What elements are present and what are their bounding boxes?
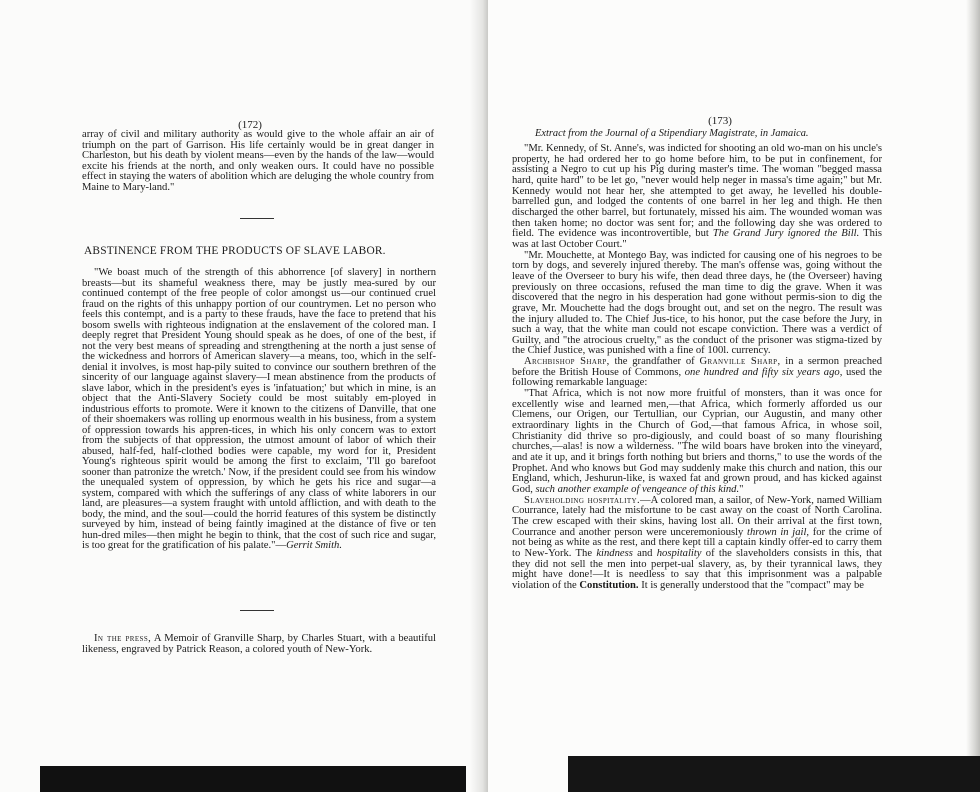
sharp-italic: one hundred and fifty six years ago, bbox=[684, 366, 843, 378]
kennedy-text-b: This was at last October Court." bbox=[512, 228, 882, 250]
africa-quote-text: "That Africa, which is not now more fruitful of monsters, than it was once for excellently wise and learned men,—that Africa, which formerly afforded us our Clemens, our Origen, our Tertullian, our Cyprian, our Augustin, and many other extraordinary lights in the Church of God,—that famous Africa, in whose soil, Christianity did thrive so pro-digiously, and could boast of so many flourishing churches,—alas! is now a wilderness. "The wild boars have broken into the vineyard, and ate it up, and it brings forth nothing but briers and thorns," to use the words of the Prophet. And who knows but God may suddenly make this church and nation, this our England, which, Jeshurun-like, is waxed fat and grown proud, and has kicked against God, bbox=[512, 388, 882, 495]
signature: Gerrit Smith. bbox=[286, 540, 342, 551]
page-number-left: (172) bbox=[238, 119, 262, 131]
sharp-text-a: the grandfather of bbox=[609, 356, 700, 368]
africa-quote bbox=[512, 389, 882, 496]
kennedy-text-a: "Mr. Kennedy, of St. Anne's, was indicted for shooting an old wo-man on his uncle's property, he had ordered her to go home before him, to be put in confinement, for assisting a Negro to cut up his Pig during master's time. The woman "begged massa hard, quite hard" to be let go, "never would help neger in massa's time again;" but Mr. Kennedy would not hear her, she attempted to get away, he levelled his double-barrelled gun, and lodged the contents of one barrel in her leg and thigh. He then discharged the other barrel, but fortunately, missed his aim. The wounded woman was then taken home; no doctor was sent for; and the following day she was ordered to field. The evidence was incontrovertible, but bbox=[512, 143, 882, 240]
press-label: In the press, bbox=[94, 633, 152, 644]
section-divider-2 bbox=[240, 610, 274, 611]
hospitality-text-a: —A colored man, a sailor, of New-York, named William Courrance, lately had the misfortune to be cast away on the coast of North Carolina. The crew escaped with their skins, having lost all. On their arrival at the first town, Courrance and another person were unceremoniously bbox=[512, 494, 882, 538]
right-page-title: Extract from the Journal of a Stipendiary Magistrate, in Jamaica. bbox=[535, 128, 809, 139]
abstinence-body: "We boast much of the strength of this abhorrence [of slavery] in northern breasts—but its shameful weakness there, may be justly mea-sured by our continued contempt of the free people of color amongst us—our continued cruel fraud on the rights of this unhappy portion of our countrymen. Let no person who feels this contempt, and is a party to these frauds, have the face to pretend that his bosom swells with righteous indignation at the enslavement of the colored man. I deeply regret that President Young should speak as he does, of one of the best, if not the very best means of spreading and strengthening at the north a just sense of the wickedness and horrors of American slavery—a means, too, which in the self-denial it involves, is most hap-pily suited to convince our southern brethren of the sincerity of our language against slavery—I mean abstinence from the products of slave labor, which in the president's eyes is 'infatuation;' but which in mine, is an object that the Anti-Slavery Society could be most suitably em-ployed in industrious efforts to promote. Were it known to the citizens of Danville, that one of their shoemakers was rolling up enormous wealth in his business, from a system of oppression towards his appren-tices, in which his only concern was to extort from the subjects of that oppression, the utmost amount of labor of which their abused, half-fed, half-clothed bodies were capable, my word for it, President Young's righteous spirit would be among the first to exclaim, 'I'll go barefoot sooner than patronize the wretch.' Now, if the president could see from his window the unequaled system of oppression, by which he gets his rice and sugar—a system, compared with which the sufferings of any class of white laborers in our land, are pleasures—a system fraught with untold affliction, and with death to the body, the mind, and the soul—could the horrid features of this system be distinctly surveyed by him, instead of being faintly imagined at the distance of five or ten hun-dred miles—then might he begin to think, that the cost of such rice and sugar, is too great for the gratification of his palate."— bbox=[82, 267, 436, 551]
opening-paragraph-text: array of civil and military authority as would give to the whole affair an air of triumph on the part of Garrison. His life certainly would be in great danger in Charleston, but his death by violent means—even by the hands of the law—would excite his friends at the north, and only weaken ours. It could have no possible effect in staying the waters of abolition which are deluging the whole country from Maine to Mary-land." bbox=[82, 129, 434, 193]
left-page bbox=[0, 0, 488, 792]
hospitality-paragraph bbox=[512, 496, 882, 592]
hospitality-text-c: and bbox=[632, 547, 657, 559]
kennedy-paragraph bbox=[512, 144, 882, 251]
hospitality-lead: Slaveholding hospitality. bbox=[524, 494, 641, 506]
abstinence-paragraph-text bbox=[82, 268, 436, 552]
hospitality-bold: Constitution. bbox=[579, 579, 639, 591]
press-note bbox=[82, 633, 436, 655]
section-divider bbox=[240, 218, 274, 219]
opening-paragraph bbox=[82, 130, 434, 193]
hospitality-text-b: for the crime of not being as white as the rest, and there kept till a captain kindly offer-ed to carry them to New-York. The bbox=[512, 526, 882, 559]
hospitality-italic-2: kindness bbox=[596, 547, 633, 559]
hospitality-italic-1: thrown in jail, bbox=[747, 526, 810, 538]
press-note-text bbox=[82, 633, 436, 655]
hospitality-text-d: of the slaveholders consists in this, that they did not sell the men into perpet-ual slavery, as, by their tyrannical laws, they might have done!—It is needless to say that this imprisonment was a palpable violation of the bbox=[512, 547, 883, 591]
hospitality-text-e: It is generally understood that the "compact" may be bbox=[638, 579, 865, 591]
scan-border-right bbox=[568, 756, 980, 792]
page-edge-shadow bbox=[966, 0, 980, 792]
sharp-paragraph bbox=[512, 357, 882, 389]
scan-border-left bbox=[40, 766, 466, 792]
abstinence-paragraph bbox=[82, 268, 436, 552]
mouchette-paragraph: "Mr. Mouchette, at Montego Bay, was indicted for causing one of his negroes to be torn by dogs, and severely injured thereby. The man's offense was, going without the leave of the Overseer to bury his wife, then dead three days, he (the Overseer) having previously on three occasions, refused the man time to dig the grave. When it was discovered that the negro in his desperation had gone without permis-sion to dig the grave, Mr. Mouchette had the dogs brought out, and set on the negro. The result was the injury alluded to. The Chief Jus-tice, to his honor, put the case before the Jury, in such a way, that the white man could not escape conviction. There was a verdict of Guilty, and "the atrocious cruelty," as the conduct of the prisoner was stigma-tized by the Chief Justice, was punished with a fine of 100l. currency. bbox=[512, 249, 882, 357]
sharp-text-b: in a sermon preached before the British House of Commons, bbox=[512, 356, 883, 378]
press-text: A Memoir of Granville Sharp, by Charles Stuart, with a beautiful likeness, engraved by Patrick Reason, a colored youth of New-York. bbox=[82, 633, 436, 655]
section-heading: ABSTINENCE FROM THE PRODUCTS OF SLAVE LABOR. bbox=[84, 245, 386, 257]
sharp-lead: Archbishop Sharp, bbox=[524, 356, 610, 368]
right-page bbox=[488, 0, 980, 792]
sharp-text-c: used the following remarkable language: bbox=[512, 366, 882, 389]
kennedy-italic: The Grand Jury ignored the Bill. bbox=[712, 228, 860, 240]
hospitality-italic-3: hospitality bbox=[656, 547, 702, 559]
africa-italic: such another example of vengeance of this kind. bbox=[535, 484, 740, 495]
right-column-text bbox=[512, 144, 882, 592]
africa-end: " bbox=[739, 484, 744, 495]
page-number-right: (173) bbox=[708, 115, 732, 127]
sharp-name: Granville Sharp, bbox=[699, 356, 781, 368]
